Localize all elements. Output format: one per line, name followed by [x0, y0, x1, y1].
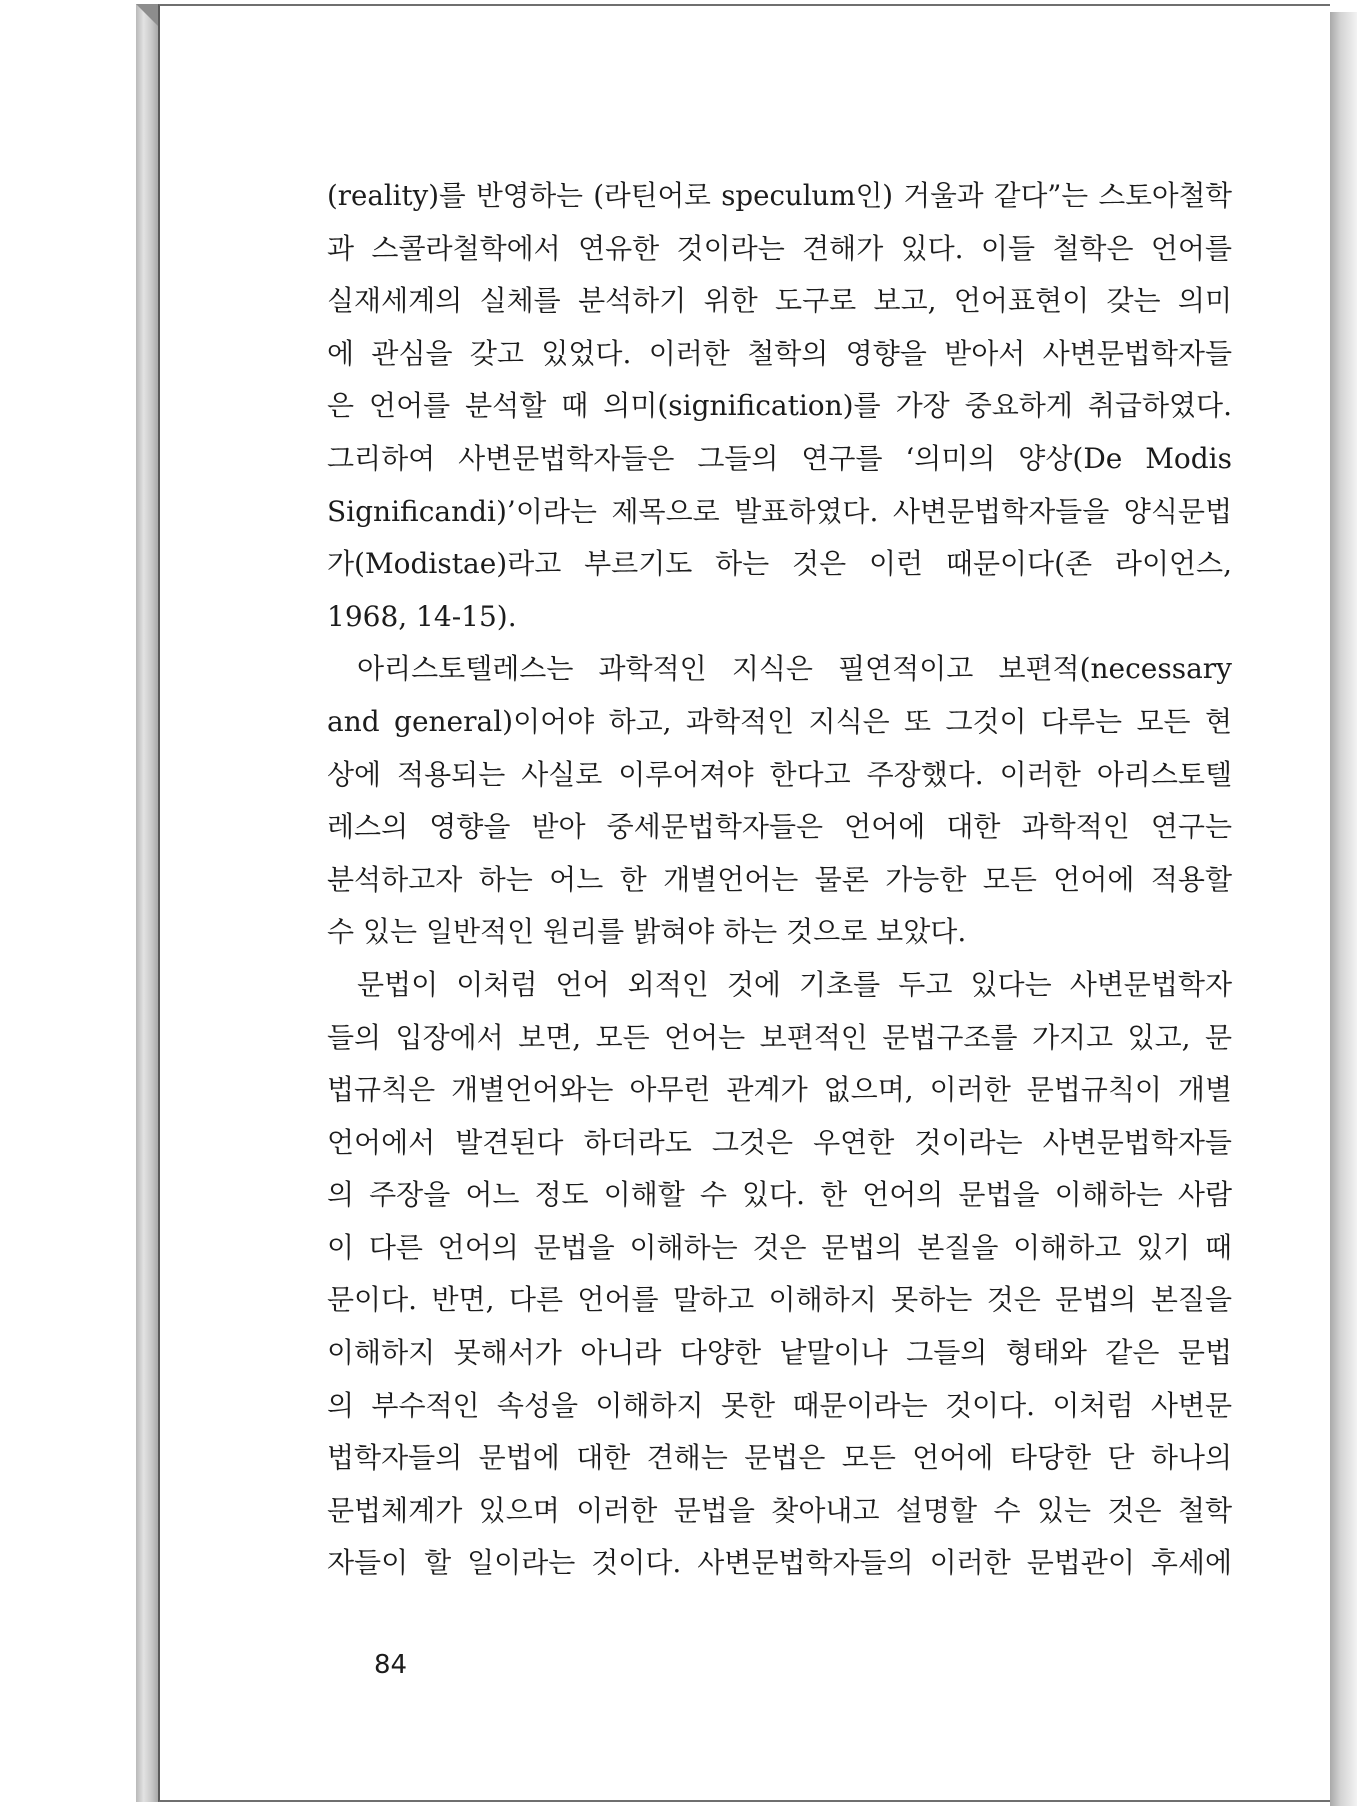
page-number: 84 [374, 1650, 408, 1680]
text-line: Significandi)’이라는 제목으로 발표하였다. 사변문법학자들을 양식문법 [327, 494, 1232, 528]
book-spine-corner [136, 4, 158, 26]
text-line: 이 다른 언어의 문법을 이해하는 것은 문법의 본질을 이해하고 있기 때 [327, 1230, 1232, 1264]
text-line: 실재세계의 실체를 분석하기 위한 도구로 보고, 언어표현이 갖는 의미 [327, 284, 1232, 318]
text-line: 문법체계가 있으며 이러한 문법을 찾아내고 설명할 수 있는 것은 철학 [327, 1493, 1232, 1527]
text-line: 수 있는 일반적인 원리를 밝혀야 하는 것으로 보았다. [327, 915, 967, 949]
text-line: and general)이어야 하고, 과학적인 지식은 또 그것이 다루는 모든 현 [327, 704, 1232, 738]
text-line: 들의 입장에서 보면, 모든 언어는 보편적인 문법구조를 가지고 있고, 문 [327, 1020, 1232, 1054]
text-line: 상에 적용되는 사실로 이루어져야 한다고 주장했다. 이러한 아리스토텔 [327, 757, 1232, 791]
text-line: 언어에서 발견된다 하더라도 그것은 우연한 것이라는 사변문법학자들 [327, 1125, 1232, 1159]
page-edge-shadow [1330, 12, 1357, 1806]
text-line: 레스의 영향을 받아 중세문법학자들은 언어에 대한 과학적인 연구는 [327, 810, 1232, 844]
text-line: (reality)를 반영하는 (라틴어로 speculum인) 거울과 같다”는 스토아철학 [327, 179, 1232, 212]
text-line: 의 부수적인 속성을 이해하지 못한 때문이라는 것이다. 이처럼 사변문 [327, 1388, 1232, 1422]
text-line: 그리하여 사변문법학자들은 그들의 연구를 ‘의미의 양상(De Modis [327, 441, 1232, 475]
text-line: 1968, 14-15). [327, 599, 517, 633]
text-line: 에 관심을 갖고 있었다. 이러한 철학의 영향을 받아서 사변문법학자들 [327, 336, 1232, 370]
text-line: 과 스콜라철학에서 연유한 것이라는 견해가 있다. 이들 철학은 언어를 [327, 231, 1232, 265]
text-line: 문이다. 반면, 다른 언어를 말하고 이해하지 못하는 것은 문법의 본질을 [327, 1283, 1232, 1317]
text-line: 의 주장을 어느 정도 이해할 수 있다. 한 언어의 문법을 이해하는 사람 [327, 1178, 1232, 1212]
text-line: 아리스토텔레스는 과학적인 지식은 필연적이고 보편적(necessary [357, 652, 1232, 686]
text-line: 가(Modistae)라고 부르기도 하는 것은 이런 때문이다(존 라이언스, [327, 547, 1232, 581]
text-line: 은 언어를 분석할 때 의미(signification)를 가장 중요하게 취급하였다. [327, 389, 1232, 423]
text-line: 이해하지 못해서가 아니라 다양한 낱말이나 그들의 형태와 같은 문법 [327, 1336, 1232, 1370]
book-spine [136, 4, 158, 1802]
text-line: 문법이 이처럼 언어 외적인 것에 기초를 두고 있다는 사변문법학자 [357, 967, 1232, 1001]
text-line: 분석하고자 하는 어느 한 개별언어는 물론 가능한 모든 언어에 적용할 [327, 862, 1232, 896]
text-line: 법학자들의 문법에 대한 견해는 문법은 모든 언어에 타당한 단 하나의 [327, 1441, 1232, 1475]
text-line: 자들이 할 일이라는 것이다. 사변문법학자들의 이러한 문법관이 후세에 [327, 1546, 1232, 1580]
text-line: 법규칙은 개별언어와는 아무런 관계가 없으며, 이러한 문법규칙이 개별 [327, 1073, 1232, 1107]
body-text [327, 170, 1232, 1590]
